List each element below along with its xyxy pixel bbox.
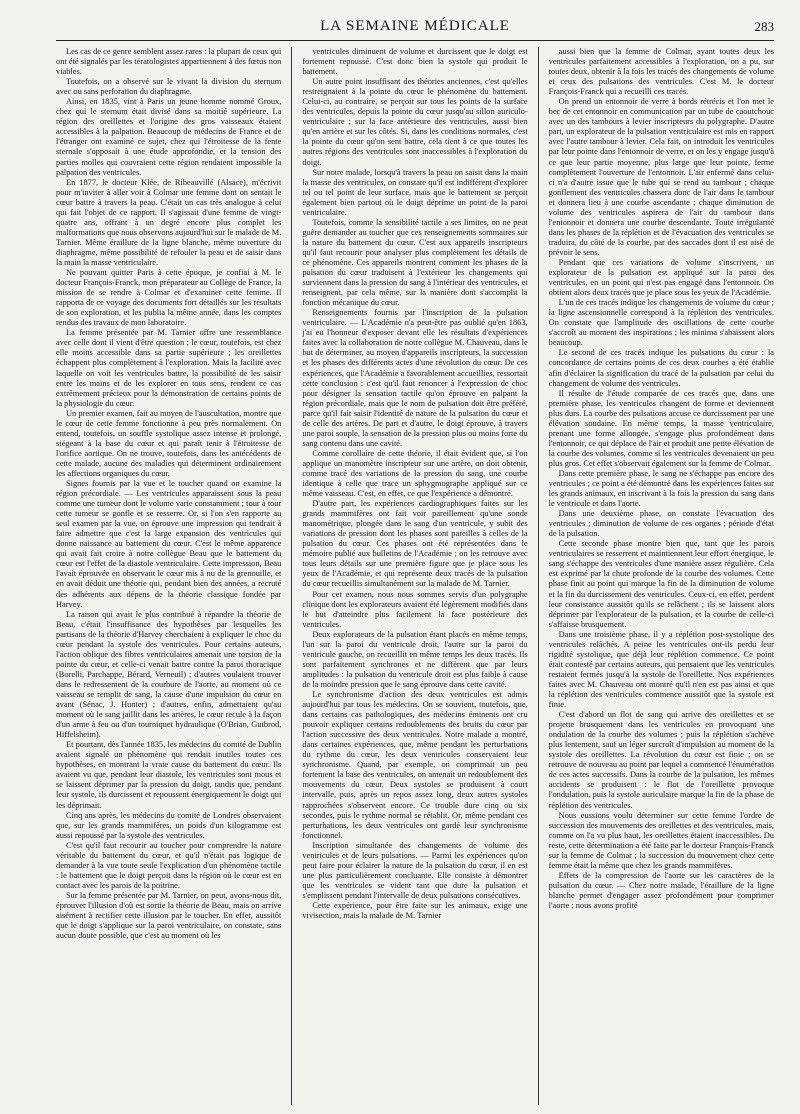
paragraph: Ainsi, en 1835, vint à Paris un jeune homme nommé Groux, chez qui le sternum était divisé dans sa moitié supérieure. La région des oreillettes et l'origine des gros vaisseaux étaient accessibles à la palpation. Beaucoup de médecins de France et de l'étranger ont examiné ce sujet, chez qui l'étroitesse de la fente sternale s'opposait à une étude approfondie, et la tension des parties molles qui couvraient cette région rendaient impossible la palpation des ventricules.: [56, 97, 282, 177]
paragraph: La raison qui avait le plus contribué à répandre la théorie de Beau, c'était l'insuffisance des hypothèses par lesquelles les partisans de la théorie d'Harvey cherchaient à expliquer le choc du cœur pendant la systole des ventricules. Pour certains auteurs, l'action oblique des fibres ventriculaires amenait une torsion de la pointe du cœur, et celle-ci venait battre contre la paroi thoracique (Borelli, Parchappe, Bérard, Verneuil) ; d'autres voulaient trouver dans le redressement de la courbure de l'aorte, au moment où ce vaisseau se remplit de sang, la cause d'une impulsion du cœur en avant (Sénac, J. Hunter) ; d'autres, enfin, admettaient qu'au moment où le sang jaillit dans les artères, le cœur recule à la façon d'un arme à feu ou d'un tourniquet hydraulique (O'Brian, Gutbrod, Hiffelsheim).: [56, 609, 282, 740]
paragraph: Et pourtant, dès l'année 1835, les médecins du comité de Dublin avaient signalé un phénomène qui rendait inutiles toutes ces hypothèses, en montrant la vraie cause du battement du cœur. Ils avaient vu que, pendant leur diastole, les ventricules sont mous et se laissent déprimer par la pression du doigt, tandis que, pendant leur systole, ils durcissent et repoussent énergiquement le doigt qui les déprimait.: [56, 740, 282, 810]
paragraph: Le synchronisme d'action des deux ventricules est admis aujourd'hui par tous les médecins. On se souvient, toutefois, que, dans certains cas pathologiques, des médecins éminents ont cru pouvoir expliquer certains redoublements des bruits du cœur par l'action successive des deux ventricules. Notre malade a montré, dans certaines expériences, que, même pendant les perturbations du rythme du cœur, les deux ventricules conservaient leur synchronisme. Quand, par exemple, on comprimait un peu fortement la base des ventricules, on amenait un redoublement des mouvements du cœur. Deux systoles se produisent à court intervalle, puis, après un repos assez long, deux autres systoles rapprochées s'observent encore. Ce trouble dure cinq ou six secondes, puis le rythme normal se rétablit. Or, même pendant ces perturbations, les deux ventricules ont gardé leur synchronisme fonctionnel.: [302, 690, 528, 840]
paragraph: Cette seconde phase montre bien que, tant que les parois ventriculaires se resserrent et maintiennent leur effort énergique, le sang s'échappe des ventricules d'une manière assez régulière. Cela est exprimé par la chute profonde de la courbe des volumes. Cette phase finit au point qui marque la fin de la diminution de volume et la fin du durcissement des ventricules. Ceux-ci, en effet, perdent leur consistance aussitôt qu'ils se relâchent ; ils se laissent alors déprimer par l'explorateur de la pulsation, et la courbe de celle-ci s'affaisse brusquement.: [548, 539, 774, 629]
paragraph: Un autre point insuffisant des théories anciennes, c'est qu'elles restreignaient à la pointe du cœur le phénomène du battement. Celui-ci, au contraire, se perçoit sur tous les points de la surface des ventricules, depuis la pointe du cœur jusqu'au sillon auriculo-ventriculaire ; sur la face antérieure des ventricules, aussi bien qu'en arrière et sur les côtés. Si, dans les conditions normales, c'est la pointe du cœur qu'on sent battre, cela tient à ce que toutes les autres régions des ventricules sont inaccessibles à l'exploration du doigt.: [302, 77, 528, 167]
paragraph: C'est qu'il faut recourir au toucher pour comprendre la nature véritable du battement du cœur, et qu'il n'était pas logique de demander à la vue toute seule l'explication d'un phénomène tactile : le battement que le doigt perçoit dans la région où le cœur est en contact avec les parois de la poitrine.: [56, 840, 282, 890]
journal-title: LA SEMAINE MÉDICALE: [320, 18, 510, 34]
paragraph: On prend un entonnoir de verre à bords rétrécis et l'on met le bec de cet entonnoir en communication par un tube de caoutchouc avec un des tambours à levier inscripteurs du polygraphe. D'autre part, un explorateur de la pulsation ventriculaire est mis en rapport avec l'autre tambour à levier. Cela fait, on introduit les ventricules par leur pointe dans l'entonnoir de verre, et on les y engage jusqu'à ce que leur partie moyenne, plus large que leur pointe, ferme complètement l'ouverture de l'entonnoir. L'air enfermé dans celui-ci n'a d'autre issue que le tube qui se rend au tambour ; chaque gonflement des ventricules chassera donc de l'air dans le tambour et donnera lieu à une courbe ascendante ; chaque diminution de volume des ventricules aspirera de l'air du tambour dans l'entonnoir et donnera une courbe descendante. Toute irrégularité dans les phases de la réplétion et de l'évacuation des ventricules se traduira, du côté de la courbe, par des saccades dont il est aisé de prévoir le sens.: [548, 97, 774, 257]
paragraph: En 1877, le docteur Klée, de Ribeauvillé (Alsace), m'écrivit pour m'inviter à aller voir à Colmar une femme dont on sentait le cœur battre à travers la peau. C'était un cas très analogue à celui qui fait l'objet de ce rapport. Il s'agissait d'une femme de vingt-quatre ans, offrant à un degré encore plus complet les malformations que nous observons aujourd'hui sur le malade de M. Tarnier. Même éraillure de la ligne blanche, même ouverture du diaphragme, même possibilité de refouler la peau et de saisir dans la main la masse ventriculaire.: [56, 177, 282, 267]
paragraph: La femme présentée par M. Tarnier offre une ressemblance avec celle dont il vient d'être question ; le cœur, toutefois, est chez elle moins accessible dans sa partie supérieure ; les oreillettes échappent plus complètement à l'exploration. Mais la facilité avec laquelle on voit les ventricules battre, la possibilité de les saisir entre les mains et de les explorer en tous sens, rendent ce cas extrêmement précieux pour la démonstration de certains points de la physiologie du cœur.: [56, 328, 282, 408]
column-divider: [538, 47, 539, 1105]
page-header: [56, 14, 774, 41]
paragraph: Ne pouvant quitter Paris à cette époque, je confiai à M. le docteur François-Franck, mon préparateur au Collège de France, la mission de se rendre à Colmar et d'examiner cette femme. Il rapporta de ce voyage des documents fort détaillés sur les résultats de son exploration, et les publia la même année, dans les comptes rendus des travaux de mon laboratoire.: [56, 268, 282, 328]
paragraph: Dans cette première phase, le sang ne s'échappe pas encore des ventricules ; ce point a été démontré dans les expériences faites sur les grands animaux, en inscrivant à la fois la pression du sang dans le ventricule et dans l'aorte.: [548, 468, 774, 509]
paragraph: C'est d'abord un flot de sang qui arrive des oreillettes et se projette brusquement dans les ventricules en provoquant une ondulation de la courbe des volumes ; puis la réplétion s'achève plus lentement, sauf un léger surcroît d'impulsion au moment de la systole des oreillettes. La révolution du cœur est finie ; on se retrouve de nouveau au point par lequel a commencé l'énumération de ces actes successifs. Dans la courbe de la pulsation, les mêmes accidents se produisent : le flot de l'oreillette provoque l'ondulation, puis la systole auriculaire marque la fin de la phase de réplétion des ventricules.: [548, 710, 774, 810]
paragraph: Il résulte de l'étude comparée de ces tracés que, dans une première phase, les ventricules changent de forme et deviennent plus durs. La courbe des pulsations accuse ce durcissement par une élévation soudaine. En même temps, la masse ventriculaire, prenant une forme allongée, s'engage plus profondément dans l'entonnoir, ce qui déplace de l'air et produit une petite élévation de la courbe des volumes, comme si les ventricules devenaient un peu plus gros. Cet effet s'observait également sur la femme de Colmar.: [548, 388, 774, 468]
paragraph: ventricules diminuent de volume et durcissent que le doigt est fortement repoussé. C'est donc bien la systole qui produit le battement.: [302, 47, 528, 77]
paragraph: Inscription simultanée des changements de volume des ventricules et de leurs pulsations. — Parmi les expériences qu'on peut faire pour éclairer la nature de la pulsation du cœur, il en est une plus particulièrement concluante. Elle consiste à démontrer que les ventricules se vident tant que dure la pulsation et s'emplissent pendant l'intervalle de deux pulsations consécutives.: [302, 840, 528, 900]
paragraph: Signes fournis par la vue et le toucher quand on examine la région précordiale. — Les ventricules apparaissent sous la peau comme une tumeur dont le volume varie constamment ; tour à tour cette tumeur se gonfle et se resserre. Or, si l'on s'en rapporte au seul examen par la vue, on éprouve une impression qui tendrait à faire admettre que c'est la large expansion des ventricules qui donne naissance au battement du cœur. C'est le même apparence qui avait fait croire à notre collègue Beau que le battement du cœur est l'effet de la diastole ventriculaire. Cette impression, Beau l'avait éprouvée en observant le cœur mis à nu de la grenouille, et en avait déduit une théorie qui, pendant bien des années, a recruté des adhérents aux dépens de la théorie classique fondée par Harvey.: [56, 479, 282, 609]
paragraph: Nous eussions voulu déterminer sur cette femme l'ordre de succession des mouvements des oreillettes et des ventricules, mais, comme on l'a vu plus haut, les oreillettes étaient inaccessibles. Du reste, cette détermination a été faite par le docteur François-Franck sur la femme de Colmar ; la succession du mouvement chez cette femme était la même que chez les grands mammifères.: [548, 810, 774, 870]
paragraph: Effets de la compression de l'aorte sur les caractères de la pulsation du cœur. — Chez notre malade, l'éraillure de la ligne blanche permet d'engager assez profondément pour comprimer l'aorte ; nous avons profité: [548, 870, 774, 910]
paragraph: Dans une troisième phase, il y a réplétion post-systolique des ventricules relâchés. A peine les ventricules ont-ils perdu leur rigidité systolique, que déjà leur réplétion commence. Ce point était contesté par certains auteurs, qui pensaient que les ventricules restaient fermés jusqu'à la systole de l'oreillette. Nos expériences faites avec M. Chauveau ont montré qu'il n'en est pas ainsi et que la réplétion des ventricules commence aussitôt que la systole est finie.: [548, 629, 774, 710]
paragraph: Sur la femme présentée par M. Tarnier, on peut, avons-nous dit, éprouver l'illusion d'où est sortie la théorie de Beau, mais on arrive aisément à rectifier cette illusion par le toucher. En effet, aussitôt que le doigt s'applique sur la paroi ventriculaire, on constate, sans aucun doute possible, que c'est au moment où les: [56, 890, 282, 941]
paragraph: Renseignements fournis par l'inscription de la pulsation ventriculaire. — L'Académie n'a peut-être pas oublié qu'en 1863, j'ai eu l'honneur d'exposer devant elle les résultats d'expériences faites avec la collaboration de notre collègue M. Chauveau, dans le but de déterminer, au moyen d'appareils inscripteurs, la succession et les phases des différents actes d'une révolution du cœur. De ces expériences, que l'Académie a favorablement accueillies, ressortait cette conclusion : c'est qu'il faut renoncer à l'expression de choc pour désigner la sensation tactile qu'on éprouve en palpant la région précordiale, mais que le nom de pulsation doit être préféré, parce qu'il fait saisir l'identité de nature de la pulsation du cœur et de celle des artères. De part et d'autre, le doigt éprouve, à travers une paroi souple, la sensation de la pression plus ou moins forte du sang contenu dans une cavité.: [302, 308, 528, 448]
paragraph: Toutefois, comme la sensibilité tactile a ses limites, on ne peut guère demander au toucher que ces renseignements sommaires sur la nature du battement du cœur. C'est aux appareils inscripteurs qu'il faut recourir pour analyser plus complètement les détails de ce phénomène. Ces appareils montrent comment les phases de la pulsation du cœur traduisent à l'extérieur les changements qui surviennent dans la pression du sang à l'intérieur des ventricules, et renseignent, par cela même, sur la manière dont s'accomplit la fonction mécanique du cœur.: [302, 217, 528, 308]
paragraph: Cette expérience, pour être faite sur les animaux, exige une vivisection, mais la malade de M. Tarnier: [302, 900, 528, 921]
paragraph: Sur notre malade, lorsqu'à travers la peau on saisit dans la main la masse des ventricules, on constate qu'il est indifférent d'explorer tel ou tel point de leur surface, mais que le battement se perçoit également bien partout où le doigt déprime un point de la paroi ventriculaire.: [302, 167, 528, 217]
column-1: [56, 47, 281, 1105]
paragraph: Deux explorateurs de la pulsation étant placés en même temps, l'un sur la paroi du ventricule droit, l'autre sur la paroi du ventricule gauche, on recueillit en même temps les deux tracés. Ils sont parfaitement synchrones et ne diffèrent que par leurs amplitudes : la pulsation du ventricule droit est plus faible à cause de la moindre pression que le sang éprouve dans cette cavité.: [302, 629, 528, 689]
paragraph: Cinq ans après, les médecins du comité de Londres observaient que, sur les grands mammifères, un poids d'un kilogramme est aussi repoussé par la systole des ventricules.: [56, 810, 282, 840]
paragraph: Pendant que ces variations de volume s'inscrivent, un explorateur de la pulsation est appliqué sur la paroi des ventricules, en un point qui n'est pas engagé dans l'entonnoir. On obtient alors deux tracés que je place sous les yeux de l'Académie.: [548, 257, 774, 298]
column-3: [549, 47, 774, 1105]
paragraph: Un premier examen, fait au moyen de l'auscultation, montre que le cœur de cette femme fonctionne à peu près normalement. On entend, toutefois, un souffle systolique assez intense et prolongé, siégeant à la base du cœur et qui paraît tenir à l'étroitesse de l'orifice aortique. On ne trouve, toutefois, dans les antécédents de cette malade, aucune des maladies qui déterminent ordinairement les affections organiques du cœur.: [56, 408, 282, 478]
paragraph: Les cas de ce genre semblent assez rares : la plupart de ceux qui ont été signalés par les tératologistes appartiennent à des fœtus non viables.: [56, 47, 282, 77]
paragraph: Comme corollaire de cette théorie, il était évident que, si l'on applique un manomètre inscripteur sur une artère, on doit obtenir, comme tracé des variations de la pression du sang, une courbe identique à celle que trace un sphygmographe appliqué sur ce même vaisseau. C'est, en effet, ce que l'expérience a démontré.: [302, 448, 528, 499]
column-divider: [291, 47, 292, 1105]
paragraph: Pour cet examen, nous nous sommes servis d'un polygraphe clinique dont les explorateurs avaient été légèrement modifiés dans le but d'atteindre plus facilement la face postérieure des ventricules.: [302, 589, 528, 629]
paragraph: Le second de ces tracés indique les pulsations du cœur : la concordance de certains points de ces deux courbes a été établie afin d'éclairer la signification du tracé de la pulsation par celui du changement de volume des ventricules.: [548, 348, 774, 388]
text-columns: [56, 47, 774, 1105]
column-2: [302, 47, 527, 1105]
paragraph: L'un de ces tracés indique les changements de volume du cœur ; la ligne ascensionnelle correspond à la réplétion des ventricules. On constate que l'amplitude des oscillations de cette courbe s'accroît au moment des inspirations ; les minima s'abaissent alors beaucoup.: [548, 298, 774, 348]
paragraph: Dans une deuxième phase, on constate l'évacuation des ventricules ; diminution de volume de ces organes ; période d'état de la pulsation.: [548, 509, 774, 539]
paragraph: aussi bien que la femme de Colmar, ayant toutes deux les ventricules parfaitement accessibles à l'exploration, on a pu, sur toutes deux, obtenir à la fois les tracés des changements de volume et ceux des pulsations des ventricules. C'est M. le docteur François-Franck qui a recueilli ces tracés.: [548, 47, 774, 97]
page-number: 283: [754, 19, 774, 34]
paragraph: Toutefois, on a observé sur le vivant la division du sternum avec ou sans perforation du diaphragme.: [56, 77, 282, 97]
paragraph: D'autre part, les expériences cardiographiques faites sur les grands mammifères ont fait voir pareillement qu'une sonde manométrique, plongée dans le sang d'un ventricule, y subit des variations de pression dont les phases sont pareilles à celles de la pulsation du cœur. Ces phases ont été représentées dans le mémoire publié aux bulletins de l'Académie ; on les retrouve avec tous leurs détails sur une première figure que je place sous les yeux de l'Académie, et qui représente deux tracés de la pulsation du cœur recueillis simultanément sur la malade de M. Tarnier.: [302, 499, 528, 589]
